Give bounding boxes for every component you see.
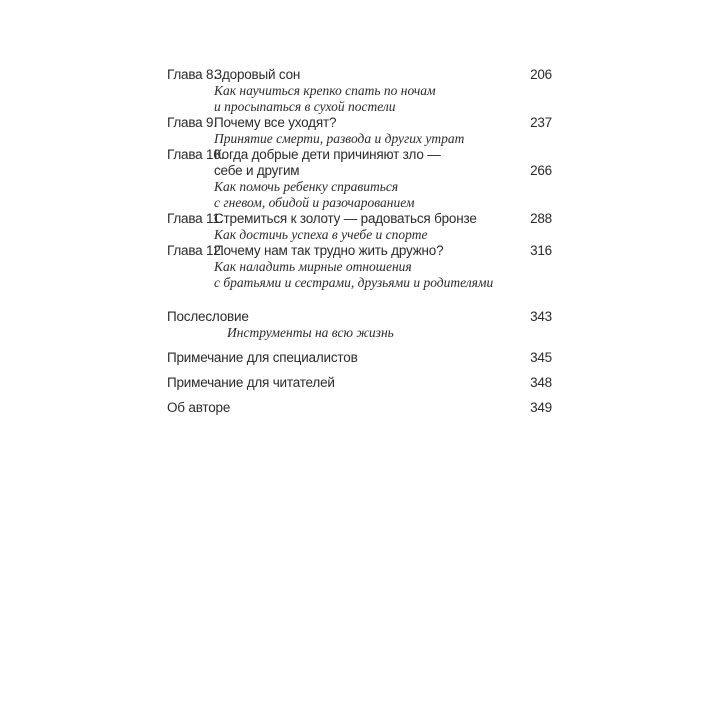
chapter-body: [214, 147, 552, 211]
toc-entry-specialists-note: [167, 350, 552, 366]
toc-entry-chapter-8: [167, 67, 552, 115]
toc-entry-chapter-10: [167, 147, 552, 211]
chapter-subtitle-line: Как помочь ребенку справиться: [214, 179, 399, 194]
chapter-subtitle-line: Как научиться крепко спать по ночам: [214, 83, 436, 98]
toc-entry-afterword: [167, 309, 552, 341]
entry-title: Об авторе: [167, 400, 231, 415]
chapter-title-line: [214, 67, 552, 83]
afterword-title-line: [167, 309, 552, 325]
entry-title: Примечание для читателей: [167, 375, 335, 390]
toc-entry-chapter-9: [167, 115, 552, 147]
chapter-page-number: 266: [530, 163, 552, 178]
afterword-subtitle: Инструменты на всю жизнь: [227, 325, 394, 340]
chapter-title: Здоровый сон: [214, 67, 301, 82]
afterword-page-number: 343: [530, 309, 552, 324]
toc-entry-about-author: [167, 400, 552, 416]
toc-entry-readers-note: [167, 375, 552, 391]
chapter-subtitle-line: Как наладить мирные отношения: [214, 259, 412, 274]
chapter-label: Глава 9.: [167, 115, 217, 130]
chapter-subtitle-line: и просыпаться в сухой постели: [214, 99, 396, 114]
chapter-body: [214, 243, 552, 291]
chapter-body: [214, 211, 552, 243]
chapter-page-number: 237: [530, 115, 552, 130]
chapter-page-number: 316: [530, 243, 552, 258]
chapter-subtitle-line: Принятие смерти, развода и других утрат: [214, 131, 465, 146]
chapter-title-line: [214, 211, 552, 227]
chapter-page-number: 206: [530, 67, 552, 82]
entry-page-number: 348: [530, 375, 552, 390]
chapter-label: Глава 8.: [167, 67, 217, 82]
table-of-contents: [167, 67, 552, 416]
chapter-page-number: 288: [530, 211, 552, 226]
chapter-title-line: [214, 243, 552, 259]
chapter-title-line: [214, 115, 552, 131]
entry-page-number: 345: [530, 350, 552, 365]
chapter-title-line: [214, 163, 552, 179]
toc-entry-chapter-12: [167, 243, 552, 291]
afterword-title: Послесловие: [167, 309, 249, 324]
chapter-title: Стремиться к золоту — радоваться бронзе: [214, 211, 477, 226]
chapter-body: [214, 115, 552, 147]
chapter-title: Когда добрые дети причиняют зло —: [214, 147, 441, 162]
toc-entry-chapter-11: [167, 211, 552, 243]
chapter-title-line: [214, 147, 552, 163]
chapter-label: Глава 12.: [167, 243, 225, 258]
entry-title: Примечание для специалистов: [167, 350, 358, 365]
chapter-title: Почему нам так трудно жить дружно?: [214, 243, 444, 258]
chapter-subtitle-line: Как достичь успеха в учебе и спорте: [214, 227, 428, 242]
chapter-label: Глава 10.: [167, 147, 225, 162]
chapter-body: [214, 67, 552, 115]
chapter-title: себе и другим: [214, 163, 300, 178]
chapter-label: Глава 11.: [167, 211, 224, 226]
chapter-subtitle-line: с братьями и сестрами, друзьями и родителями: [214, 275, 494, 290]
chapter-subtitle-line: с гневом, обидой и разочарованием: [214, 195, 415, 210]
entry-page-number: 349: [530, 400, 552, 415]
chapter-title: Почему все уходят?: [214, 115, 337, 130]
